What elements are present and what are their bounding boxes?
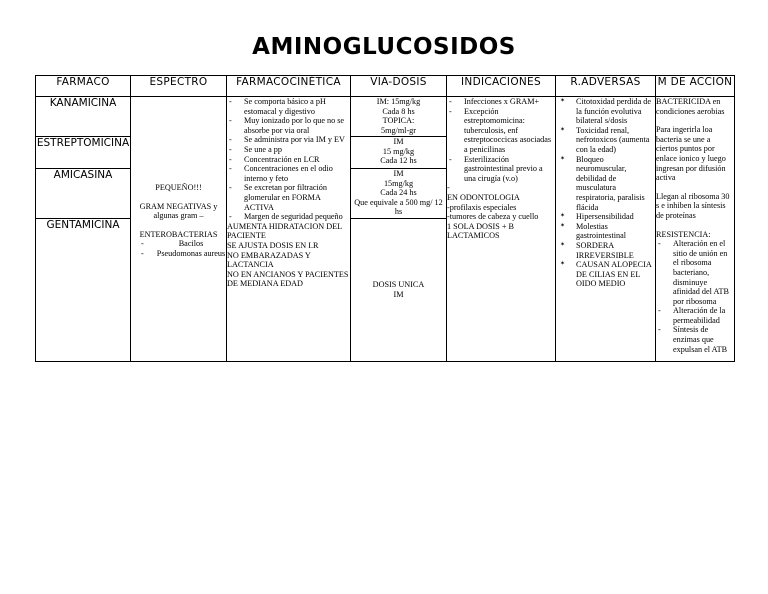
accion-p3: Llegan al ribosoma 30 s e inhiben la síntesis de proteínas: [656, 191, 730, 220]
dosis-kanamicina: [351, 97, 447, 137]
drug-gentamicina: GENTAMICINA: [36, 219, 131, 362]
list-item: - Bacilos: [139, 239, 226, 249]
header-row: [36, 76, 735, 97]
adversas-list: [556, 97, 655, 289]
list-item: - Alteración en el sitio de unión en el ribosoma bacteriano, disminuye afinidad del ATB por ribosoma: [656, 239, 734, 306]
header-indicaciones: INDICACIONES: [447, 76, 556, 97]
dosis-estreptomicina: [351, 137, 447, 169]
accion-p2: Para ingerirla loa bacteria se une a ciertos puntos por enlace ionico y luego ingresan por difusión activa: [656, 125, 726, 183]
list-item: - Se administra por via IM y EV: [227, 135, 350, 145]
header-accion: M DE ACCION: [656, 76, 735, 97]
indicaciones-line: -tumores de cabeza y cuello: [447, 212, 539, 222]
page-title: AMINOGLUCOSIDOS: [252, 34, 516, 60]
drug-amicasina: AMICASINA: [36, 169, 131, 219]
indicaciones-line: -profilaxis especiales: [447, 202, 517, 212]
list-item: - Concentraciones en el odio interno y feto: [227, 164, 350, 183]
indicaciones-line: EN ODONTOLOGIA: [447, 192, 520, 202]
header-adversas: R.ADVERSAS: [556, 76, 656, 97]
indicaciones-line: -: [447, 183, 450, 193]
list-item: - Infecciones x GRAM+: [447, 97, 555, 107]
list-item: ✶ Molestias gastrointestinal: [556, 222, 655, 241]
accion-p4: RESISTENCIA:: [656, 229, 711, 239]
drug-table: [35, 75, 735, 362]
dosis-line: 15 mg/kg: [382, 146, 415, 156]
espectro-line2: GRAM NEGATIVAS y algunas gram –: [139, 201, 218, 221]
header-espectro: ESPECTRO: [131, 76, 227, 97]
espectro-list: [131, 239, 226, 258]
list-item: ✶ SORDERA IRREVERSIBLE: [556, 241, 655, 260]
farmacocinetica-list: [227, 97, 350, 222]
list-item: - Alteración de la permeabilidad: [656, 306, 734, 325]
dosis-gentamicina: [351, 219, 447, 362]
list-item: ✶ Citotoxidad perdida de la función evolutiva bilateral s/dosis: [556, 97, 655, 126]
list-item: - Concentración en LCR: [227, 155, 350, 165]
dosis-line: Cada 8 hs: [382, 106, 415, 116]
dosis-line: 5mg/ml-gr: [380, 125, 417, 135]
note: NO EMBARAZADAS Y LACTANCIA: [227, 250, 311, 270]
indicaciones-cell: [447, 97, 556, 362]
dosis-line: Cada 24 hs: [380, 188, 417, 198]
list-item: - Síntesis de enzimas que expulsan el ATB: [656, 325, 734, 354]
dosis-line: 15mg/kg: [383, 178, 414, 188]
note: SE AJUSTA DOSIS EN I.R: [227, 240, 319, 250]
list-item: ✶ CAUSAN ALOPECIA DE CILIAS EN EL OIDO MEDIO: [556, 260, 655, 289]
dosis-line: IM: [393, 169, 404, 178]
indicaciones-line: 1 SOLA DOSIS + B LACTAMICOS: [447, 221, 514, 241]
note: AUMENTA HIDRATACION DEL PACIENTE: [227, 221, 342, 241]
header-farmacocinetica: FARMACOCINÉTICA: [227, 76, 351, 97]
note: NO EN ANCIANOS Y PACIENTES DE MEDIANA EDAD: [227, 269, 349, 289]
dosis-amicasina: [351, 169, 447, 219]
header-farmaco: FARMACO: [36, 76, 131, 97]
farmacocinetica-cell: [227, 97, 351, 362]
list-item: ✶ Toxicidad renal, nefrotoxicos (aumenta con la edad): [556, 126, 655, 155]
dosis-line: IM: 15mg/kg: [376, 97, 421, 106]
indicaciones-list: [447, 97, 555, 183]
dosis-line: Que equivale a 500 mg/ 12 hs: [354, 197, 443, 217]
dosis-line: Cada 12 hs: [380, 156, 417, 166]
espectro-line3: ENTEROBACTERIAS: [139, 229, 218, 239]
accion-p1: BACTERICIDA en condiciones aerobias: [656, 97, 725, 116]
list-item: - Se excretan por filtración glomerular en FORMA ACTIVA: [227, 183, 350, 212]
dosis-line: IM: [393, 137, 404, 146]
drug-estreptomicina: ESTREPTOMICINA: [36, 137, 131, 169]
list-item: - Pseudomonas aureus: [139, 249, 226, 259]
list-item: - Se une a pp: [227, 145, 350, 155]
espectro-cell: [131, 97, 227, 362]
list-item: - Esterilización gastrointestinal previo a una cirugía (v.o): [447, 155, 555, 184]
header-via-dosis: VIA-DOSIS: [351, 76, 447, 97]
dosis-line: IM: [393, 290, 404, 299]
table-row: [36, 97, 735, 137]
dosis-line: DOSIS UNICA: [372, 280, 425, 290]
accion-list: [656, 239, 734, 354]
accion-cell: [656, 97, 735, 362]
espectro-line1: PEQUEÑO!!!: [155, 183, 202, 192]
dosis-line: TOPICA:: [382, 116, 415, 126]
drug-kanamicina: KANAMICINA: [36, 97, 131, 137]
adversas-cell: [556, 97, 656, 362]
list-item: - Se comporta básico a pH estomacal y digestivo: [227, 97, 350, 116]
list-item: - Margen de seguridad pequeño: [227, 212, 350, 222]
list-item: ✶ Hipersensibilidad: [556, 212, 655, 222]
list-item: - Excepción estreptomomicina: tuberculosis, enf estreptococcicas asociadas a penicilinas: [447, 107, 555, 155]
list-item: - Muy ionizado por lo que no se absorbe por via oral: [227, 116, 350, 135]
list-item: ✶ Bloqueo neuromuscular, debilidad de musculatura respiratoria, paralisis flácida: [556, 155, 655, 213]
